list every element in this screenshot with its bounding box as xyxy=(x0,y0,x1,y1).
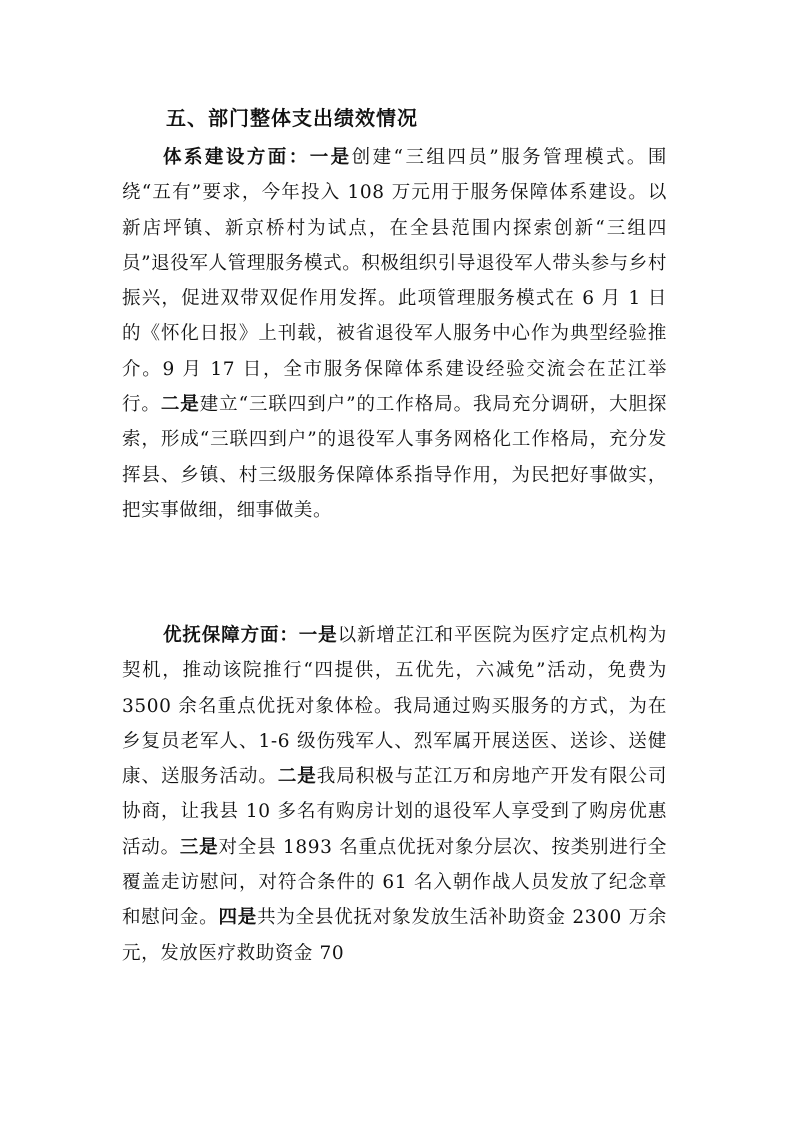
paragraph-system-building xyxy=(122,140,667,528)
paragraph-text: 共为全县优抚对象发放生活补助资金 2300 万余元，发放医疗救助资金 70 xyxy=(122,907,667,964)
section-heading: 五、部门整体支出绩效情况 xyxy=(166,106,418,130)
paragraph-text: 创建“三组四员”服务管理模式。围绕“五有”要求，今年投入 108 万元用于服务保障体系建设。以新店坪镇、新京桥村为试点，在全县范围内探索创新“三组四员”退役军人管理服务模式。积极组织引导退役军人带头参与乡村振兴，促进双带双促作用发挥。此项管理服务模式在 6 月 1 日的《怀化日报》上刊载，被省退役军人服务中心作为典型经验推介。9 月 17 日，全市服务保障体系建设经验交流会在芷江举行。 xyxy=(122,147,667,416)
paragraph-text: 建立“三联四到户”的工作格局。我局充分调研，大胆探索，形成“三联四到户”的退役军人事务网格化工作格局，充分发挥县、乡镇、村三级服务保障体系指导作用，为民把好事做实，把实事做细，细事做美。 xyxy=(122,394,667,521)
point-marker: 三是 xyxy=(179,836,219,858)
paragraph-text: 对全县 1893 名重点优抚对象分层次、按类别进行全覆盖走访慰问，对符合条件的 61 名入朝作战人员发放了纪念章和慰问金。 xyxy=(122,836,667,929)
paragraph-text: 我局积极与芷江万和房地产开发有限公司协商，让我县 10 多名有购房计划的退役军人享受到了购房优惠活动。 xyxy=(122,766,668,858)
paragraph-lead: 体系建设方面： xyxy=(163,147,310,168)
paragraph-lead: 优抚保障方面： xyxy=(163,625,299,646)
paragraph-text: 以新增芷江和平医院为医疗定点机构为契机，推动该院推行“四提供，五优先，六减免”活动，免费为 3500 余名重点优抚对象体检。我局通过购买服务的方式，为在乡复员老军人、1-6 级伤残军人、烈军属开展送医、送诊、送健康、送服务活动。 xyxy=(122,625,668,788)
point-marker: 二是 xyxy=(277,766,317,788)
point-marker: 一是 xyxy=(298,625,338,646)
point-marker: 四是 xyxy=(218,907,258,929)
point-marker: 一是 xyxy=(309,147,352,168)
paragraph-preferential-care xyxy=(122,618,667,971)
point-marker: 二是 xyxy=(160,394,200,416)
